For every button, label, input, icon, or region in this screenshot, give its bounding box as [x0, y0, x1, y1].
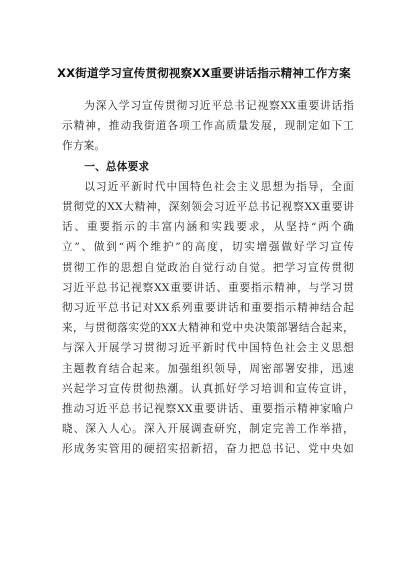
section-paragraph — [62, 177, 354, 460]
intro-line: 作方案。 — [62, 140, 106, 153]
section-line: 晓、深入人心。深入开展调查研究，制定完善工作举措， — [62, 423, 354, 436]
section-line: 兴起学习宣传贯彻热潮。认真抓好学习培训和宣传宣讲， — [62, 382, 354, 395]
intro-line: 为深入学习宣传贯彻习近平总书记视察XX重要讲话指 — [84, 100, 354, 112]
section-line: 习近平总书记视察XX重要讲话、重要指示精神，与学习贯 — [62, 281, 354, 294]
section-line: 推动习近平总书记视察XX重要讲话、重要指示精神家喻户 — [62, 403, 354, 416]
document-title: XX街道学习宣传贯彻视察XX重要讲话指示精神工作方案 — [57, 66, 351, 80]
section-line: 主题教育结合起来。加强组织领导，周密部署安排，迅速 — [62, 362, 354, 375]
section-line: 话、重要指示的丰富内涵和实践要求，从坚持“两个确 — [62, 221, 354, 234]
section-line: 形成务实管用的硬招实招新招，奋力把总书记、党中央如 — [62, 443, 354, 456]
intro-line: 示精神，推动我街道各项工作高质量发展，现制定如下工 — [62, 120, 354, 133]
intro-paragraph — [62, 96, 354, 157]
section-line: 贯彻工作的思想自觉政治自觉行动自觉。把学习宣传贯彻 — [62, 261, 354, 274]
document-body — [62, 96, 354, 460]
section-heading: 一、总体要求 — [84, 160, 150, 173]
section-line: 贯彻党的XX大精神，深刻领会习近平总书记视察XX重要讲 — [62, 201, 354, 214]
section-line: 来，与贯彻落实党的XX大精神和党中央决策部署结合起来， — [62, 322, 354, 335]
section-line: 立”、做到“两个维护”的高度，切实增强做好学习宣传 — [62, 241, 354, 254]
section-line: 彻习近平总书记对XX系列重要讲话和重要指示精神结合起 — [62, 302, 354, 315]
section-line: 与深入开展学习贯彻习近平新时代中国特色社会主义思想 — [62, 342, 354, 355]
section-line: 以习近平新时代中国特色社会主义思想为指导，全面 — [84, 180, 354, 193]
